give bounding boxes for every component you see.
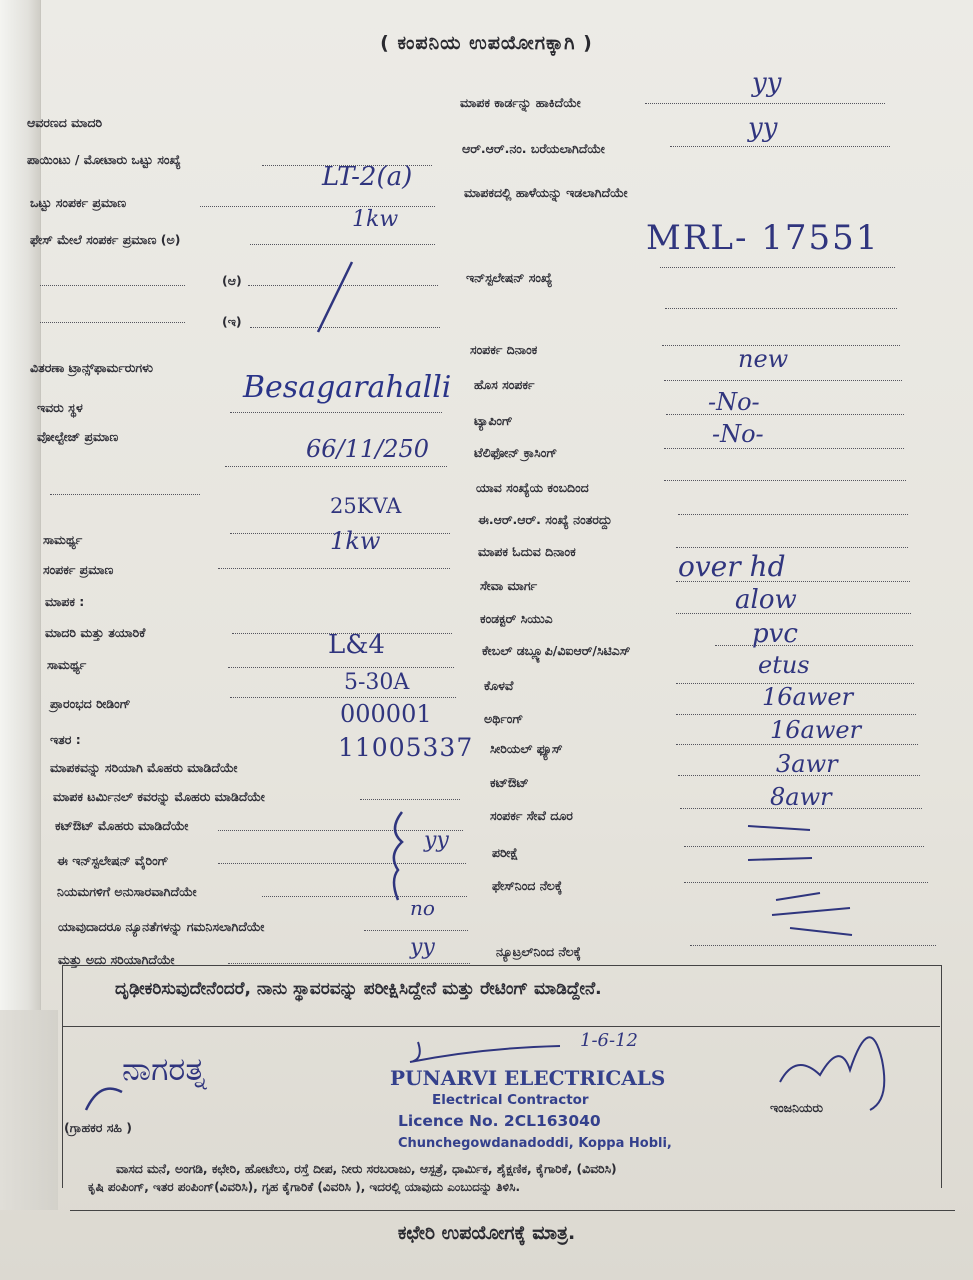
hw-location: Besagarahalli	[243, 370, 452, 405]
label-service-distance: ಸಂಪರ್ಕ ಸೇವೆ ದೂರ	[490, 808, 573, 823]
label-meter-card: ಮಾಪಕ ಕಾರ್ಡನ್ನು ಹಾಕಿದೆಯೇ	[460, 95, 581, 110]
stamp-date: 1-6-12	[580, 1030, 638, 1051]
label-sheet-placed: ಮಾಪಕದಲ್ಲಿ ಹಾಳೆಯನ್ನು ಇಡಲಾಗಿದೆಯೇ	[464, 185, 628, 200]
label-point-count: ಪಾಯಿಂಟು / ಮೋಟಾರು ಒಟ್ಟು ಸಂಖ್ಯೆ	[27, 152, 181, 167]
label-cutout-sealed: ಕಟ್‌ಔಟ್ ಮೊಹರು ಮಾಡಿದೆಯೇ	[55, 818, 189, 833]
office-use-only: ಕಛೇರಿ ಉಪಯೋಗಕ್ಕೆ ಮಾತ್ರ.	[397, 1222, 576, 1244]
label-location: ಇವರು ಸ್ಥಳ	[37, 400, 83, 415]
hw-tapping: -No-	[708, 388, 760, 416]
customer-sig-flourish	[86, 1089, 122, 1110]
hw-capacity: 25KVA	[330, 494, 402, 518]
label-rr-written: ಆರ್.ಆರ್.ನಂ. ಬರೆಯಲಾಗಿದೆಯೇ	[462, 141, 605, 156]
hw-connection-load: 1kw	[330, 527, 381, 555]
label-tapping: ಟ್ಯಾಪಿಂಗ್	[474, 413, 513, 428]
label-enclosure-type: ಆವರಣದ ಮಾದರಿ	[27, 115, 103, 130]
label-serial-fuse: ಸೀರಿಯಲ್ ಫ್ಯೂಸ್	[490, 741, 563, 756]
label-meter-capacity: ಸಾಮರ್ಥ್ಯ	[47, 657, 87, 672]
label-telephone-crossing: ಟೆಲಿಫೋನ್ ಕ್ರಾಸಿಂಗ್	[474, 445, 558, 460]
hw-defects: no	[410, 896, 435, 920]
stamp-licence: Licence No. 2CL163040	[398, 1112, 601, 1130]
label-installation-no: ಇನ್‌ಸ್ಟಲೇಷನ್ ಸಂಖ್ಯೆ	[466, 270, 553, 285]
label-pole-number: ಯಾವ ಸಂಖ್ಯೆಯ ಕಂಬದಿಂದ	[476, 480, 589, 495]
customer-sig-label: (ಗ್ರಾಹಕರ ಸಹಿ )	[64, 1120, 132, 1135]
label-new-connection: ಹೊಸ ಸಂಪರ್ಕ	[474, 377, 535, 392]
stamp-address: Chunchegowdanadoddi, Koppa Hobli,	[398, 1136, 672, 1151]
label-next-rr: ಈ.ಆರ್.ಆರ್. ಸಂಖ್ಯೆ ನಂತರದ್ದು	[478, 512, 613, 527]
label-phase-to-earth: ಫೇಸ್‌ನಿಂದ ನೆಲಕ್ಕೆ	[492, 878, 563, 893]
hw-earthing: 16awer	[762, 683, 854, 711]
label-neutral-to-earth: ನ್ಯೂಟ್ರಲ್‌ನಿಂದ ನೆಲಕ್ಕೆ	[496, 944, 581, 959]
certification-text: ದೃಢೀಕರಿಸುವುದೇನೆಂದರೆ, ನಾನು ಸ್ಥಾವರವನ್ನು ಪರೀಕ್ಷಿಸಿದ್ದೇನೆ ಮತ್ತು ರೇಟಿಂಗ್ ಮಾಡಿದ್ದೇನೆ.	[115, 979, 602, 999]
label-as-per-rules: ನಿಯಮಗಳಿಗೆ ಅನುಸಾರವಾಗಿದೆಯೇ	[57, 884, 197, 899]
categories-line-2: ಕೃಷಿ ಪಂಪಿಂಗ್, ಇತರ ಪಂಪಿಂಗ್(ವಿವರಿಸಿ), ಗೃಹ ಕೈಗಾರಿಕೆ (ವಿವರಿಸಿ ), ಇದರಲ್ಲಿ ಯಾವುದು ಎಂಬುದನ್ನು ತಿಳಿಸಿ.	[88, 1180, 521, 1194]
label-service-line: ಸೇವಾ ಮಾರ್ಗ	[480, 578, 538, 593]
label-capacity: ಸಾಮರ್ಥ್ಯ	[43, 532, 83, 547]
label-voltage: ವೋಲ್ಟೇಜ್ ಪ್ರಮಾಣ	[37, 429, 119, 444]
hw-initial-reading: 000001	[340, 700, 432, 728]
customer-signature: ನಾಗರತ್ನ	[122, 1050, 207, 1088]
hw-serial-fuse: 16awer	[770, 716, 862, 744]
label-conductor: ಕಂಡಕ್ಟರ್ ಸಿಯುಎ	[480, 611, 553, 626]
contractor-signature	[410, 1042, 560, 1062]
hw-installation-no: MRL- 17551	[646, 218, 880, 258]
hw-cutout: 3awr	[776, 750, 838, 778]
label-other: ಇತರ :	[50, 732, 81, 747]
label-transformers: ವಿತರಣಾ ಟ್ರಾನ್ಸ್‌ಫಾರ್ಮರುಗಳು	[30, 360, 153, 375]
label-earthing: ಅರ್ಥಿಂಗ್	[484, 711, 524, 726]
hw-conductor: alow	[735, 585, 797, 615]
hw-new-connection: new	[738, 345, 789, 373]
stamp-company-name: PUNARVI ELECTRICALS	[390, 1066, 666, 1090]
label-meter-sealed: ಮಾಪಕವನ್ನು ಸರಿಯಾಗಿ ಮೊಹರು ಮಾಡಿದೆಯೇ	[50, 760, 238, 775]
form-title: ( ಕಂಪನಿಯ ಉಪಯೋಗಕ್ಕಾಗಿ )	[380, 32, 593, 54]
label-installation-wiring: ಈ ಇನ್‌ಸ್ಟಲೇಷನ್ ವೈರಿಂಗ್	[57, 853, 169, 868]
label-is-correct: ಮತ್ತು ಅದು ಸರಿಯಾಗಿದೆಯೇ	[58, 952, 175, 967]
hw-total-load: LT-2(a)	[322, 162, 413, 192]
label-total-load: ಒಟ್ಟು ಸಂಪರ್ಕ ಪ್ರಮಾಣ	[30, 195, 127, 210]
hw-service-distance: 8awr	[770, 783, 832, 811]
hw-conduit: etus	[758, 651, 810, 679]
hw-voltage: 66/11/250	[306, 435, 430, 463]
categories-line-1: ವಾಸದ ಮನೆ, ಅಂಗಡಿ, ಕಛೇರಿ, ಹೋಟೆಲು, ರಸ್ತೆ ದೀಪ, ನೀರು ಸರಬರಾಜು, ಆಸ್ಪತ್ರೆ, ಧಾರ್ಮಿಕ, ಶೈಕ್ಷಣಿಕ, ಕೈಗಾರಿಕೆ, (ವಿವರಿಸಿ)	[116, 1162, 617, 1176]
label-terminal-sealed: ಮಾಪಕ ಟರ್ಮಿನಲ್ ಕವರನ್ನು ಮೊಹರು ಮಾಡಿದೆಯೇ	[53, 789, 265, 804]
hw-meter-number: 11005337	[338, 733, 474, 762]
hw-card-yes: yy	[752, 68, 782, 98]
label-connection-date: ಸಂಪರ್ಕ ದಿನಾಂಕ	[470, 342, 538, 357]
label-reading-date: ಮಾಪಕ ಓದುವ ದಿನಾಂಕ	[478, 544, 576, 559]
hw-service-line: over hd	[678, 550, 786, 583]
label-initial-reading: ಪ್ರಾರಂಭದ ರೀಡಿಂಗ್	[50, 696, 131, 711]
label-meter: ಮಾಪಕ :	[45, 594, 85, 609]
hw-phase-a: 1kw	[352, 207, 399, 232]
hw-rr-yes: yy	[748, 113, 778, 143]
footer-rule	[70, 1210, 955, 1211]
label-cutout: ಕಟ್‌ಔಟ್	[490, 775, 529, 790]
label-defects-noted: ಯಾವುದಾದರೂ ನ್ಯೂನತೆಗಳನ್ನು ಗಮನಿಸಲಾಗಿದೆಯೇ	[58, 919, 265, 934]
label-phase-i: (ಇ)	[222, 314, 242, 329]
hw-wiring-yes: yy	[424, 828, 449, 853]
hw-telephone: -No-	[712, 420, 764, 448]
label-phase-aa: (ಆ)	[222, 273, 242, 288]
hw-cable: pvc	[752, 619, 798, 649]
hw-is-correct: yy	[410, 935, 435, 960]
hw-model-make: L&4	[328, 630, 385, 660]
label-cable: ಕೇಬಲ್ ಡಬ್ಲ್ಯೂಪಿ/ವಿಐಆರ್/ಸಿಟಿಎಸ್	[482, 643, 631, 658]
label-phase-load-a: ಫೇಸ್ ಮೇಲೆ ಸಂಪರ್ಕ ಪ್ರಮಾಣ (ಅ)	[30, 232, 181, 247]
label-conduit: ಕೊಳವೆ	[484, 678, 514, 693]
hw-meter-capacity: 5-30A	[344, 670, 410, 695]
label-model-make: ಮಾದರಿ ಮತ್ತು ತಯಾರಿಕೆ	[45, 625, 146, 640]
stamp-contractor: Electrical Contractor	[432, 1092, 589, 1108]
engineer-label: ಇಂಜನಿಯರು	[770, 1100, 823, 1115]
label-connection-load: ಸಂಪರ್ಕ ಪ್ರಮಾಣ	[43, 562, 114, 577]
label-test: ಪರೀಕ್ಷೆ	[492, 845, 519, 860]
